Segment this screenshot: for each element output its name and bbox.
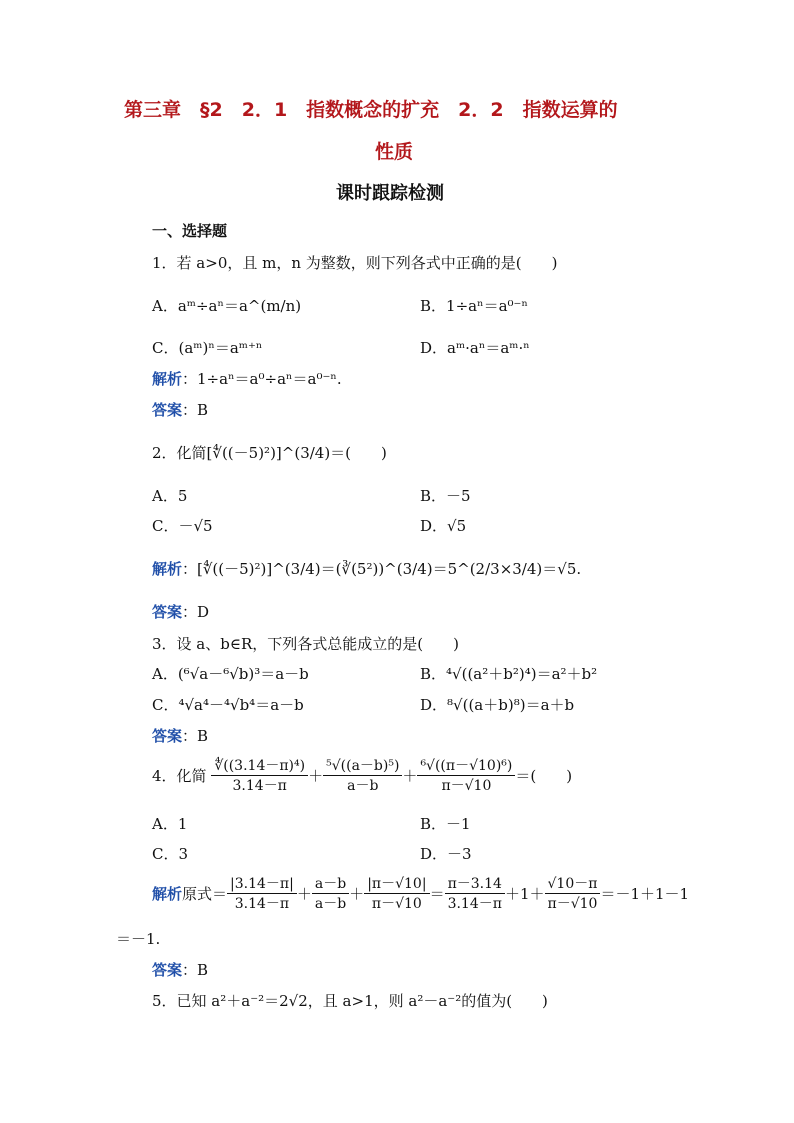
q2-option-b: B．－5	[420, 487, 471, 505]
q4-fraction-2	[323, 758, 402, 794]
q4-fraction-3	[417, 758, 515, 794]
section-heading: 一、选择题	[152, 222, 228, 240]
q4-analysis-fraction-5	[545, 876, 601, 912]
q4-analysis-fraction-1-numerator: |3.14－π|	[227, 876, 297, 894]
q4-fraction-2-numerator: ⁵√((a－b)⁵)	[323, 758, 402, 776]
q4-analysis-fraction-4	[445, 876, 505, 912]
q2-answer-value: ：D	[182, 603, 210, 621]
q4-stem: 4．化简 $\frac{\text{∜((3.14－π)⁴)}}{3.14-\pi}$ ＋ $\frac{\text{⁵√((a－b)⁵)}}{a-b}$ ＋ $\frac{\text{⁶√((π－√10)⁶)}}{\pi-√10}$ ＝( )	[152, 758, 573, 795]
q1-answer-value: ：B	[182, 401, 209, 419]
q4-stem-prefix: 4．化简	[152, 767, 207, 786]
q1-option-b: B．1÷aⁿ＝a⁰⁻ⁿ	[420, 297, 528, 315]
q4-analysis-fraction-5-denominator: π－√10	[547, 896, 598, 913]
q2-option-d: D．√5	[420, 517, 467, 535]
q4-analysis-tail: ＝－1＋1－1	[600, 885, 690, 904]
q1-analysis-text: ：1÷aⁿ＝a⁰÷aⁿ＝a⁰⁻ⁿ.	[182, 370, 342, 388]
q4-fraction-1-numerator: ∜((3.14－π)⁴)	[211, 758, 308, 776]
q4-fraction-3-denominator: π－√10	[441, 778, 492, 795]
q4-answer-label: 答案	[152, 961, 183, 979]
q4-fraction-2-denominator: a－b	[347, 778, 379, 795]
q4-answer	[152, 963, 208, 978]
q1-option-a: A．aᵐ÷aⁿ＝a^(m/n)	[152, 297, 302, 315]
q1-stem: 1．若 a>0，且 m，n 为整数，则下列各式中正确的是( )	[152, 254, 558, 272]
q1-answer	[152, 403, 208, 418]
q1-option-d: D．aᵐ·aⁿ＝aᵐ·ⁿ	[420, 339, 530, 357]
q4-analysis-fraction-5-numerator: √10－π	[545, 876, 601, 894]
q4-fraction-1	[211, 758, 308, 794]
q4-analysis-text: 原式＝	[182, 885, 228, 904]
q4-analysis-fraction-3	[364, 876, 429, 912]
q5-stem: 5．已知 a²＋a⁻²＝2√2，且 a>1，则 a²－a⁻²的值为( )	[152, 992, 548, 1010]
q4-analysis-fraction-4-numerator: π－3.14	[445, 876, 505, 894]
q1-option-c: C．(aᵐ)ⁿ＝aᵐ⁺ⁿ	[152, 339, 263, 357]
q3-option-b: B．⁴√((a²＋b²)⁴)＝a²＋b²	[420, 665, 598, 683]
q3-answer	[152, 729, 208, 744]
q4-stem-suffix: ＝( )	[515, 767, 573, 786]
q2-option-a: A．5	[152, 487, 188, 505]
q4-fraction-1-denominator: 3.14－π	[232, 778, 287, 795]
q1-answer-label: 答案	[152, 401, 183, 419]
q2-analysis	[152, 562, 581, 577]
q3-option-c: C．⁴√a⁴－⁴√b⁴＝a－b	[152, 696, 304, 714]
q4-analysis-fraction-1-denominator: 3.14－π	[234, 896, 290, 913]
q4-analysis-fraction-4-denominator: 3.14－π	[447, 896, 502, 913]
q4-option-d: D．－3	[420, 845, 472, 863]
q4-analysis: 解析原式＝ $\frac{|3.14-\pi|}{3.14-\pi}$ ＋ $\frac{a-b}{a-b}$ ＋ $\frac{|\pi-√10|}{\pi-√10}$ ＝ $\frac{\pi-3.14}{3.14-\pi}$ ＋1＋ $\frac{√10-\pi}{\pi-√10}$ ＝－1＋1－1	[152, 876, 690, 913]
q3-option-d: D．⁸√((a＋b)⁸)＝a＋b	[420, 696, 575, 714]
q1-analysis	[152, 372, 342, 387]
page-subtitle: 课时跟踪检测	[336, 183, 444, 204]
q4-analysis-continuation: ＝－1.	[116, 930, 161, 948]
q2-answer-label: 答案	[152, 603, 183, 621]
q4-analysis-fraction-3-numerator: |π－√10|	[364, 876, 429, 894]
q4-answer-value: ：B	[182, 961, 209, 979]
q4-analysis-fraction-2	[312, 876, 349, 912]
q4-analysis-fraction-2-numerator: a－b	[312, 876, 349, 894]
q4-option-b: B．－1	[420, 815, 471, 833]
q2-stem: 2．化简[∜((－5)²)]^(3/4)＝( )	[152, 444, 387, 462]
chapter-title-line2: 性质	[375, 141, 414, 163]
q2-option-c: C．－√5	[152, 517, 213, 535]
q4-analysis-fraction-3-denominator: π－√10	[371, 896, 422, 913]
q2-answer	[152, 605, 209, 620]
q4-analysis-fraction-1	[227, 876, 297, 912]
q4-option-c: C．3	[152, 845, 189, 863]
q4-option-a: A．1	[152, 815, 188, 833]
chapter-title-line1: 第三章 §2 2．1 指数概念的扩充 2．2 指数运算的	[124, 99, 618, 121]
q3-stem: 3．设 a、b∈R，下列各式总能成立的是( )	[152, 635, 459, 653]
q2-analysis-text: ：[∜((－5)²)]^(3/4)＝(∛(5²))^(3/4)＝5^(2/3×3/4)＝√5.	[182, 560, 582, 578]
q3-answer-value: ：B	[182, 727, 209, 745]
q3-answer-label: 答案	[152, 727, 183, 745]
q1-analysis-label: 解析	[152, 370, 183, 388]
q4-fraction-3-numerator: ⁶√((π－√10)⁶)	[417, 758, 515, 776]
q3-option-a: A．(⁶√a－⁶√b)³＝a－b	[152, 665, 309, 683]
q4-analysis-label: 解析	[152, 885, 183, 904]
q2-analysis-label: 解析	[152, 560, 183, 578]
q4-analysis-fraction-2-denominator: a－b	[314, 896, 347, 913]
